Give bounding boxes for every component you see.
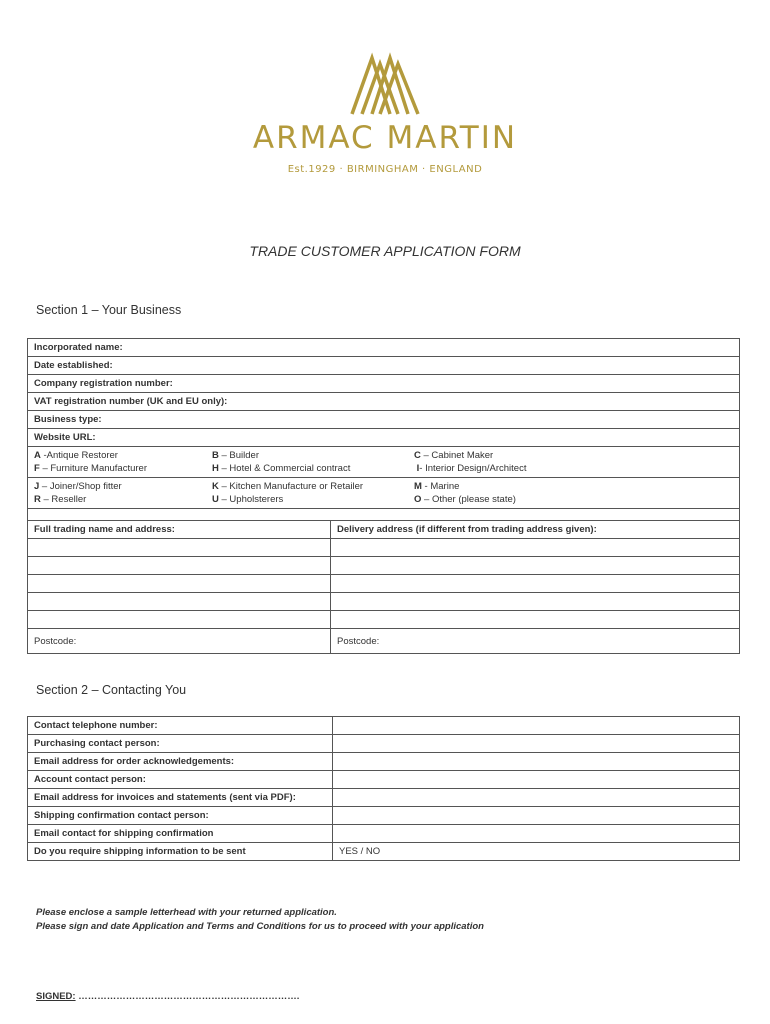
business-type-u[interactable]: U – Upholsterers bbox=[212, 494, 284, 505]
trading-address-label[interactable]: Full trading name and address: bbox=[28, 521, 331, 539]
contact-row-label: Email address for order acknowledgements: bbox=[28, 753, 333, 771]
field-business-type[interactable]: Business type: bbox=[28, 411, 740, 429]
business-type-c[interactable]: C – Cabinet Maker bbox=[414, 450, 494, 461]
contact-telephone-input[interactable] bbox=[333, 717, 740, 735]
contact-row-label: Purchasing contact person: bbox=[28, 735, 333, 753]
business-type-i[interactable]: I- Interior Design/Architect bbox=[416, 463, 527, 474]
contact-table bbox=[27, 716, 740, 861]
purchasing-contact-input[interactable] bbox=[333, 735, 740, 753]
brand-name: ARMAC MARTIN bbox=[252, 120, 518, 156]
field-incorporated-name[interactable]: Incorporated name: bbox=[28, 339, 740, 357]
business-type-h[interactable]: H – Hotel & Commercial contract bbox=[212, 463, 351, 474]
delivery-postcode-field[interactable]: Postcode: bbox=[331, 629, 740, 654]
order-email-input[interactable] bbox=[333, 753, 740, 771]
contact-row-label: Shipping confirmation contact person: bbox=[28, 807, 333, 825]
business-type-o[interactable]: O – Other (please state) bbox=[414, 494, 516, 505]
contact-row-label: Do you require shipping information to be sent bbox=[28, 843, 333, 861]
business-type-m[interactable]: M - Marine bbox=[414, 481, 460, 492]
trading-address-line[interactable] bbox=[28, 539, 331, 557]
delivery-address-line[interactable] bbox=[331, 557, 740, 575]
section1-heading: Section 1 – Your Business bbox=[36, 303, 182, 317]
logo-monogram-icon bbox=[350, 52, 420, 116]
brand-tagline: Est.1929 · BIRMINGHAM · ENGLAND bbox=[287, 164, 483, 175]
note-letterhead: Please enclose a sample letterhead with your returned application. bbox=[36, 907, 337, 918]
business-type-r[interactable]: R – Reseller bbox=[34, 494, 87, 505]
field-website-url[interactable]: Website URL: bbox=[28, 429, 740, 447]
business-type-options bbox=[28, 447, 740, 478]
business-type-f[interactable]: F – Furniture Manufacturer bbox=[34, 463, 147, 474]
trading-postcode-field[interactable]: Postcode: bbox=[28, 629, 331, 654]
field-date-established[interactable]: Date established: bbox=[28, 357, 740, 375]
business-type-b[interactable]: B – Builder bbox=[212, 450, 260, 461]
field-vat-registration[interactable]: VAT registration number (UK and EU only): bbox=[28, 393, 740, 411]
contact-row-label: Email address for invoices and statements (sent via PDF): bbox=[28, 789, 333, 807]
delivery-address-line[interactable] bbox=[331, 539, 740, 557]
account-contact-input[interactable] bbox=[333, 771, 740, 789]
section2-heading: Section 2 – Contacting You bbox=[36, 683, 187, 697]
shipping-email-input[interactable] bbox=[333, 825, 740, 843]
shipping-contact-input[interactable] bbox=[333, 807, 740, 825]
invoice-email-input[interactable] bbox=[333, 789, 740, 807]
instructions-notes bbox=[36, 906, 484, 934]
delivery-address-label[interactable]: Delivery address (if different from trading address given): bbox=[331, 521, 740, 539]
delivery-address-line[interactable] bbox=[331, 575, 740, 593]
contact-row-label: Contact telephone number: bbox=[28, 717, 333, 735]
contact-row-label: Account contact person: bbox=[28, 771, 333, 789]
signature-label: SIGNED: bbox=[36, 991, 76, 1002]
contact-row-label: Email contact for shipping confirmation bbox=[28, 825, 333, 843]
field-company-registration[interactable]: Company registration number: bbox=[28, 375, 740, 393]
delivery-address-line[interactable] bbox=[331, 593, 740, 611]
signature-field[interactable] bbox=[36, 991, 299, 1002]
business-type-a[interactable]: A -Antique Restorer bbox=[34, 450, 118, 461]
spacer-row bbox=[28, 509, 740, 521]
note-sign-date: Please sign and date Application and Terms and Conditions for us to proceed with your application bbox=[36, 921, 484, 932]
business-type-k[interactable]: K – Kitchen Manufacture or Retailer bbox=[212, 481, 364, 492]
delivery-address-line[interactable] bbox=[331, 611, 740, 629]
company-logo bbox=[0, 52, 770, 175]
signature-line: ……………………………………………………………. bbox=[75, 991, 300, 1002]
trading-address-line[interactable] bbox=[28, 557, 331, 575]
trading-address-line[interactable] bbox=[28, 575, 331, 593]
business-type-options-2 bbox=[28, 478, 740, 509]
form-title: TRADE CUSTOMER APPLICATION FORM bbox=[249, 243, 521, 259]
business-type-j[interactable]: J – Joiner/Shop fitter bbox=[34, 481, 122, 492]
shipping-info-yes-no[interactable]: YES / NO bbox=[333, 843, 740, 861]
trading-address-line[interactable] bbox=[28, 593, 331, 611]
business-table bbox=[27, 338, 740, 654]
trading-address-line[interactable] bbox=[28, 611, 331, 629]
